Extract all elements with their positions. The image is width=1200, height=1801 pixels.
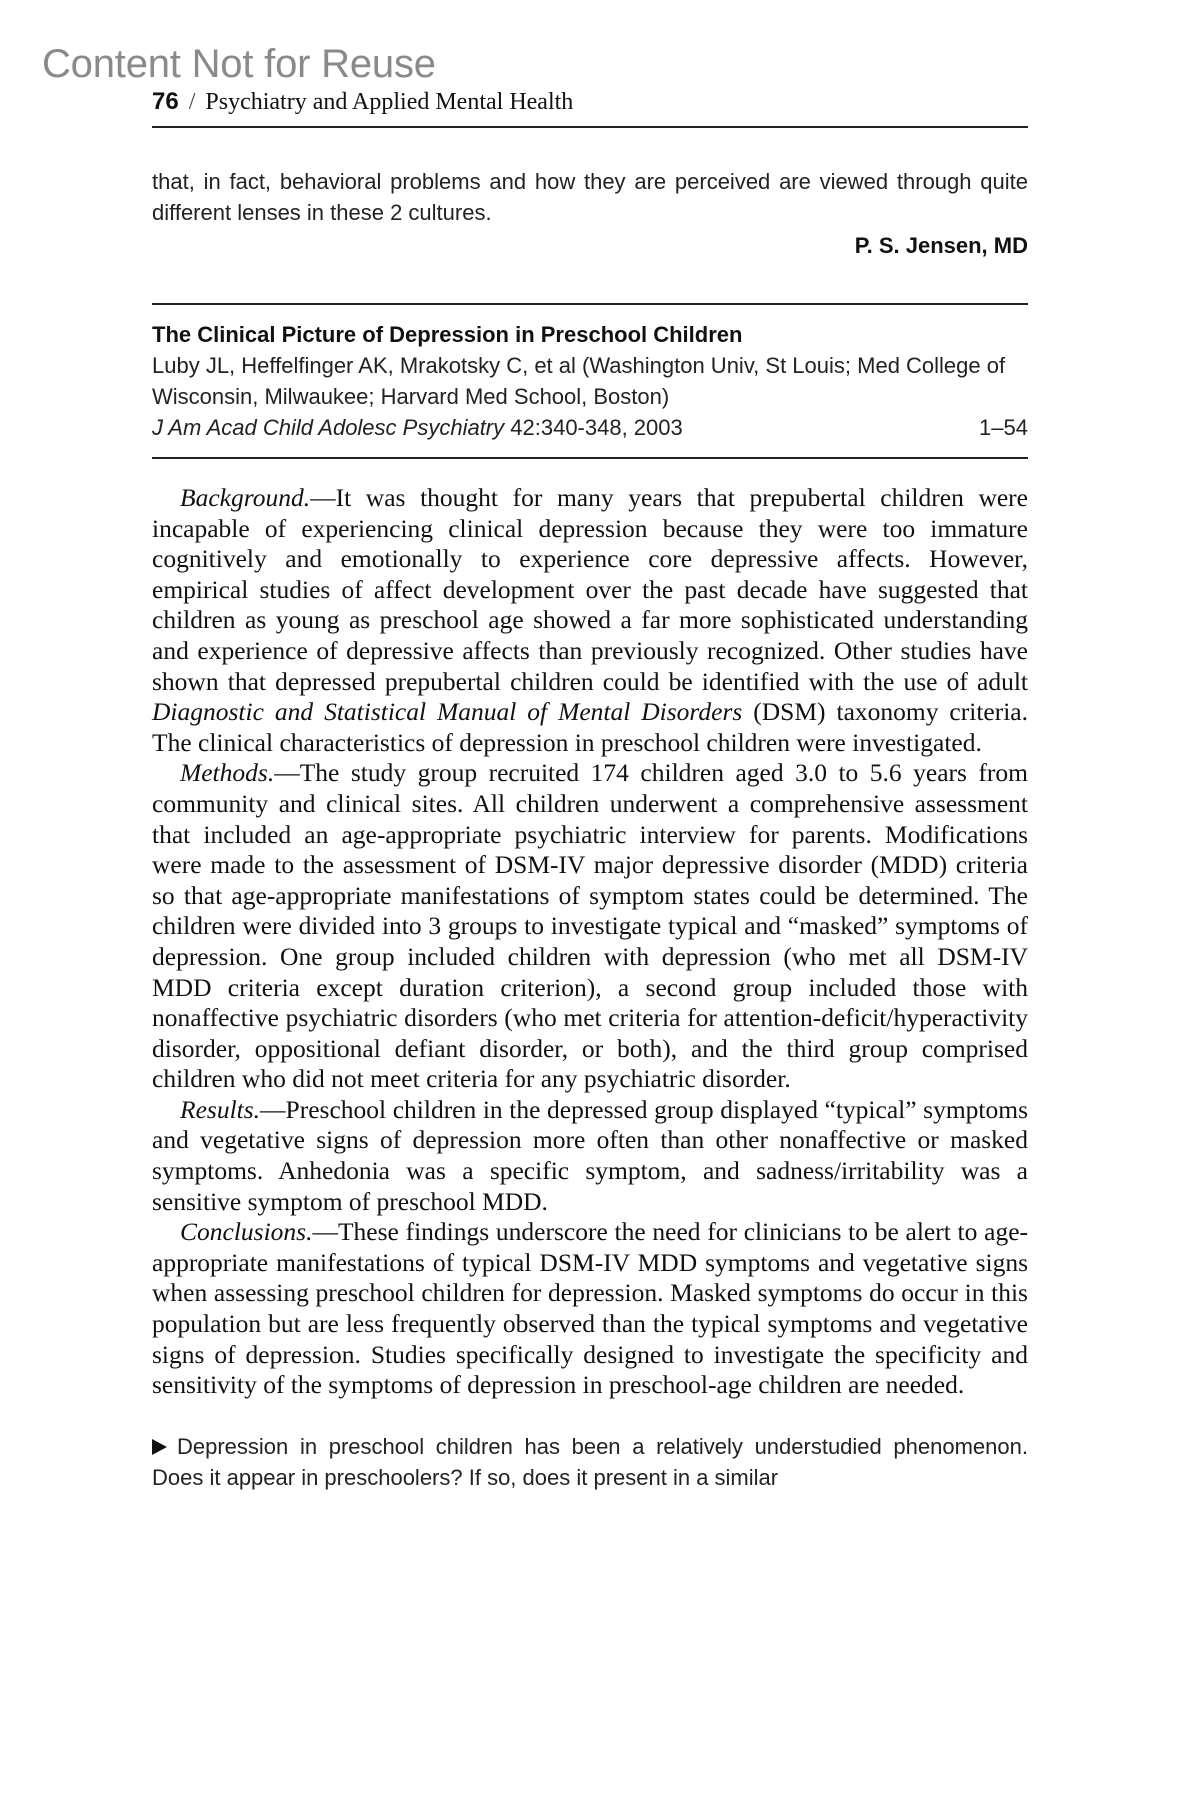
commentary-author: P. S. Jensen, MD: [854, 233, 1028, 258]
page-number: 76: [152, 88, 179, 115]
article-authors: Luby JL, Heffelfinger AK, Mrakotsky C, et al (Washington Univ, St Louis; Med College of Wisconsin, Milwaukee; Harvard Med School, Boston): [152, 353, 1006, 409]
background-text-a: —It was thought for many years that prepubertal children were incapable of experiencing clinical depression because they were too immature cognitively and emotionally to experience core depressive affects. However, empirical studies of affect development over the past decade have suggested that children as young as preschool age showed a far more sophisticated understanding and experience of depressive affects than previously recognized. Other studies have shown that depressed prepubertal children could be identified with the use of adult: [152, 483, 1028, 696]
results-label: Results.: [180, 1094, 261, 1124]
abstract-id: 1–54: [979, 415, 1028, 440]
abstract: [152, 483, 1028, 1401]
results-text: —Preschool children in the depressed group displayed “typical” symptoms and vegetative signs of depression more often than other nonaffective or masked symptoms. Anhedonia was a specific symptom, and sadness/irritability was a sensitive symptom of preschool MDD.: [152, 1094, 1028, 1216]
background-text-italic: Diagnostic and Statistical Manual of Mental Disorders: [152, 697, 743, 727]
commentary-text: Depression in preschool children has been a relatively understudied phenomenon. Does it appear in preschoolers? If so, does it present in a similar: [152, 1433, 1028, 1490]
commentary: [152, 1431, 1028, 1493]
background-text-b: (DSM) taxonomy criteria. The clinical characteristics of depression in preschool children were investigated.: [152, 697, 1028, 757]
reference-block: [152, 303, 1028, 459]
previous-commentary-text: that, in fact, behavioral problems and how they are perceived are viewed through quite different lenses in these 2 cultures.: [152, 169, 1028, 225]
article-title: The Clinical Picture of Depression in Preschool Children: [152, 322, 743, 347]
abstract-methods: [152, 758, 1028, 1095]
journal-title: Psychiatry and Applied Mental Health: [205, 89, 574, 115]
abstract-background: [152, 483, 1028, 758]
methods-text: —The study group recruited 174 children aged 3.0 to 5.6 years from community and clinical sites. All children underwent a comprehensive assessment that included an age-appropriate psychiatric interview for parents. Modifications were made to the assessment of DSM-IV major depressive disorder (MDD) criteria so that age-appropriate manifestations of symptom states could be determined. The children were divided into 3 groups to investigate typical and “masked” symptoms of depression. One group included children with depression (who met all DSM-IV MDD criteria except duration criterion), a second group included those with nonaffective psychiatric disorders (who met criteria for attention-deficit/hyperactivity disorder, oppositional defiant disorder, or both), and the third group comprised children who did not meet criteria for any psychiatric disorder.: [152, 758, 1028, 1094]
background-label: Background.: [180, 483, 311, 512]
conclusions-text: —These findings underscore the need for clinicians to be alert to age-appropriate manifestations of typical DSM-IV MDD symptoms and vegetative signs when assessing preschool children for depression. Masked symptoms do occur in this population but are less frequently observed than the typical symptoms and vegetative signs of depression. Studies specifically designed to investigate the specificity and sensitivity of the symptoms of depression in preschool-age children are needed.: [152, 1217, 1028, 1400]
methods-label: Methods.: [180, 758, 275, 788]
page-content: [152, 88, 1028, 1493]
watermark: Content Not for Reuse: [42, 42, 436, 86]
abstract-conclusions: [152, 1217, 1028, 1401]
citation-journal: J Am Acad Child Adolesc Psychiatry: [152, 415, 505, 440]
running-head-separator: /: [188, 89, 196, 115]
abstract-results: [152, 1095, 1028, 1217]
citation-volume: 42:340-348, 2003: [510, 415, 683, 440]
triangle-bullet-icon: [152, 1439, 167, 1455]
article-citation: [152, 412, 1028, 443]
running-head: [152, 88, 1028, 128]
conclusions-label: Conclusions.: [180, 1217, 313, 1247]
